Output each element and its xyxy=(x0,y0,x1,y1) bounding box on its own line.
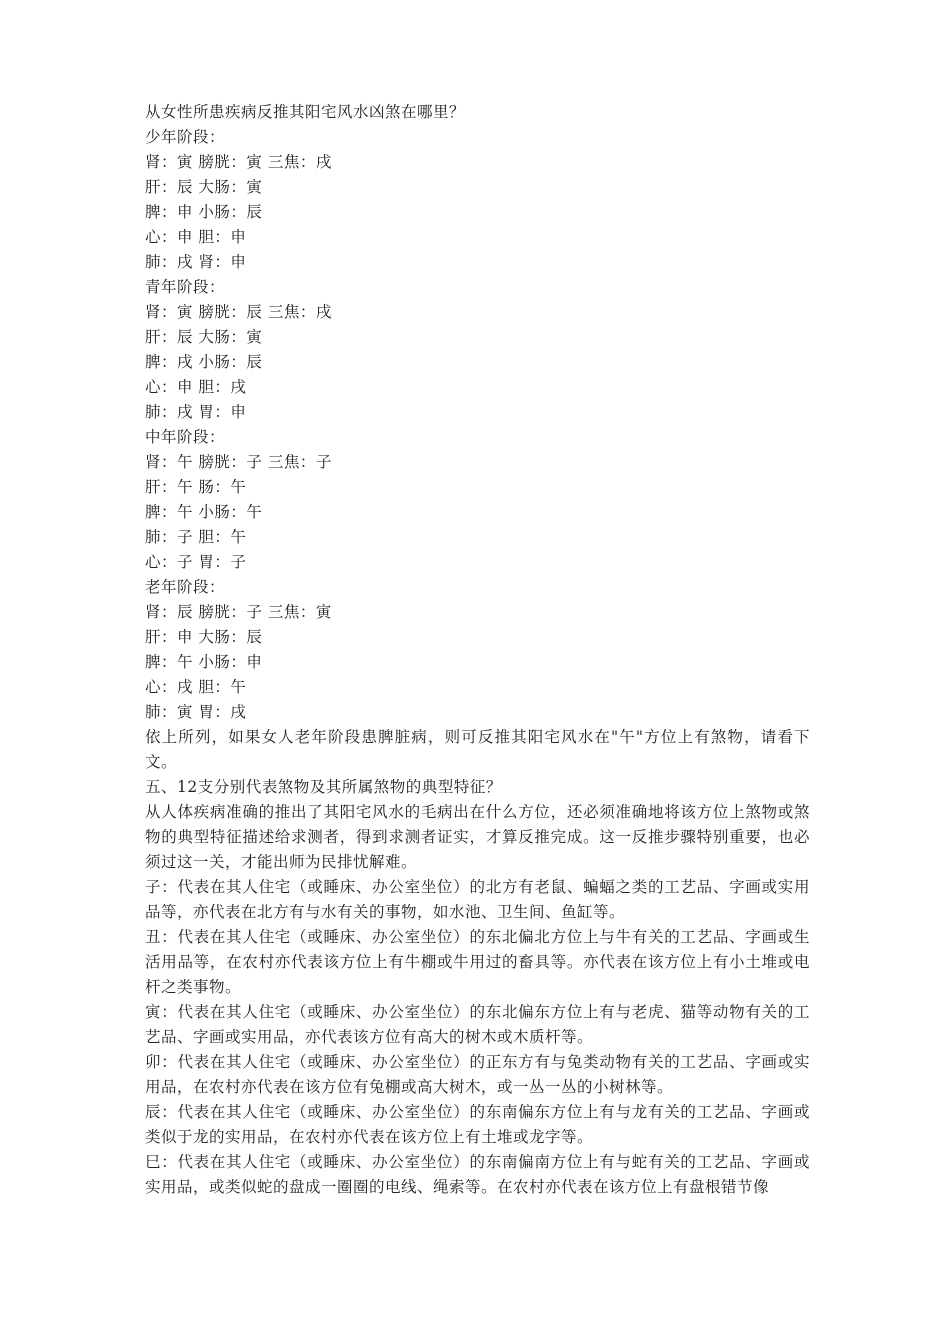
branch-paragraph-zi: 子：代表在其人住宅（或睡床、办公室坐位）的北方有老鼠、蝙蝠之类的工艺品、字画或实用品等，亦代表在北方有与水有关的事物，如水池、卫生间、鱼缸等。 xyxy=(145,878,810,921)
organ-row: 肺：子 胆：午 xyxy=(145,528,247,546)
organ-row: 脾：戌 小肠：辰 xyxy=(145,353,263,371)
organ-row: 肾：寅 膀胱：辰 三焦：戌 xyxy=(145,303,332,321)
section-heading: 五、12支分别代表煞物及其所属煞物的典型特征？ xyxy=(145,778,502,796)
organ-row: 心：子 胃：子 xyxy=(145,553,247,571)
organ-row: 脾：申 小肠：辰 xyxy=(145,203,263,221)
organ-row: 肺：戌 肾：申 xyxy=(145,253,247,271)
stage-section xyxy=(145,275,810,425)
stage-heading: 中年阶段： xyxy=(145,428,226,446)
document-body xyxy=(145,100,810,1200)
branch-paragraph-mao: 卯：代表在其人住宅（或睡床、办公室坐位）的正东方有与兔类动物有关的工艺品、字画或实用品，在农村亦代表在该方位有兔棚或高大树木，或一丛一丛的小树林等。 xyxy=(145,1053,810,1096)
organ-row: 心：申 胆：戌 xyxy=(145,378,247,396)
organ-row: 肝：辰 大肠：寅 xyxy=(145,178,263,196)
organ-row: 肝：午 肠：午 xyxy=(145,478,247,496)
conclusion-paragraph: 依上所列，如果女人老年阶段患脾脏病，则可反推其阳宅风水在"午"方位上有煞物，请看下文。 xyxy=(145,728,810,771)
organ-row: 肝：申 大肠：辰 xyxy=(145,628,263,646)
organ-row: 肺：寅 胃：戌 xyxy=(145,703,247,721)
intro-paragraph: 从人体疾病准确的推出了其阳宅风水的毛病出在什么方位，还必须准确地将该方位上煞物或煞物的典型特征描述给求测者，得到求测者证实，才算反推完成。这一反推步骤特别重要，也必须过这一关，才能出师为民排忧解难。 xyxy=(145,803,810,871)
organ-row: 心：戌 胆：午 xyxy=(145,678,247,696)
branch-paragraph-si: 巳：代表在其人住宅（或睡床、办公室坐位）的东南偏南方位上有与蛇有关的工艺品、字画或实用品，或类似蛇的盘成一圈圈的电线、绳索等。在农村亦代表在该方位上有盘根错节像 xyxy=(145,1153,810,1196)
stage-section xyxy=(145,425,810,575)
document-title: 从女性所患疾病反推其阳宅风水凶煞在哪里？ xyxy=(145,103,466,121)
organ-row: 脾：午 小肠：午 xyxy=(145,503,263,521)
organ-row: 肾：午 膀胱：子 三焦：子 xyxy=(145,453,332,471)
organ-row: 肺：戌 胃：申 xyxy=(145,403,247,421)
branch-paragraph-chou: 丑：代表在其人住宅（或睡床、办公室坐位）的东北偏北方位上与牛有关的工艺品、字画或生活用品等，在农村亦代表该方位上有牛棚或牛用过的畜具等。亦代表在该方位上有小土堆或电杆之类事物。 xyxy=(145,928,810,996)
organ-row: 肝：辰 大肠：寅 xyxy=(145,328,263,346)
branch-paragraph-yin: 寅：代表在其人住宅（或睡床、办公室坐位）的东北偏东方位上有与老虎、猫等动物有关的工艺品、字画或实用品，亦代表该方位有高大的树木或木质杆等。 xyxy=(145,1003,810,1046)
stage-heading: 老年阶段： xyxy=(145,578,226,596)
stage-heading: 少年阶段： xyxy=(145,128,226,146)
organ-row: 肾：辰 膀胱：子 三焦：寅 xyxy=(145,603,332,621)
organ-row: 脾：午 小肠：申 xyxy=(145,653,263,671)
organ-row: 心：申 胆：申 xyxy=(145,228,247,246)
stage-section xyxy=(145,575,810,725)
stage-section xyxy=(145,125,810,275)
branch-paragraph-chen: 辰：代表在其人住宅（或睡床、办公室坐位）的东南偏东方位上有与龙有关的工艺品、字画或类似于龙的实用品，在农村亦代表在该方位上有土堆或龙字等。 xyxy=(145,1103,810,1146)
organ-row: 肾：寅 膀胱：寅 三焦：戌 xyxy=(145,153,332,171)
stage-heading: 青年阶段： xyxy=(145,278,226,296)
